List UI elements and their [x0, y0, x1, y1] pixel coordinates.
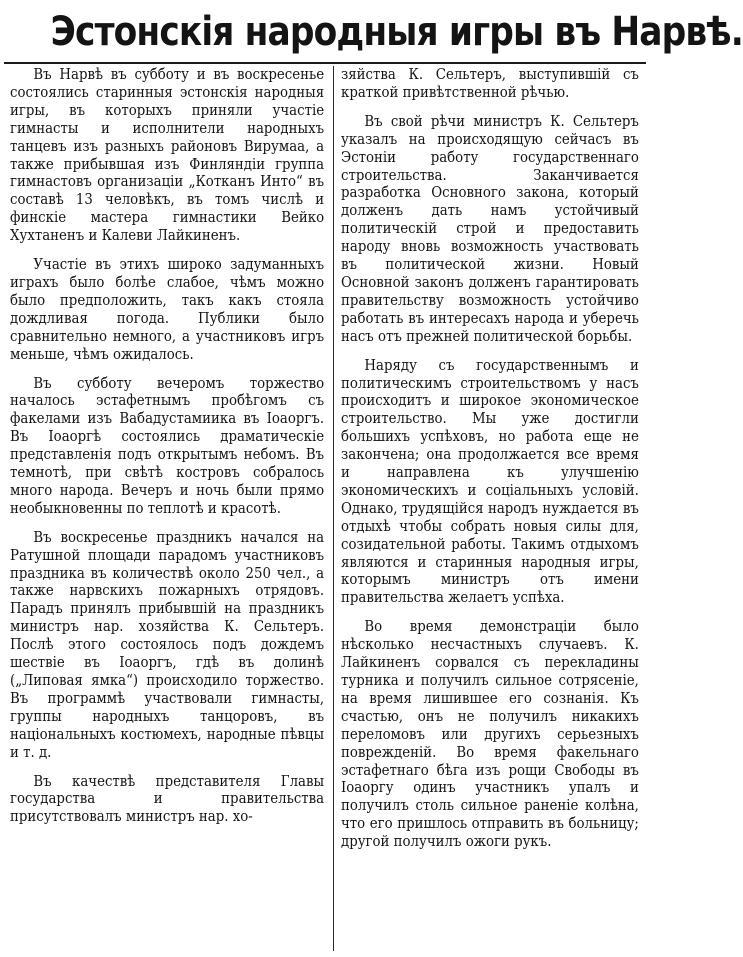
- headline-rule: [4, 62, 646, 64]
- paragraph: Въ субботу вечеромъ торжество началось эстафетнымъ пробѣгомъ съ факелами изъ Вабадустамиика въ Іоаоргъ. Въ Іоаоргѣ состоялись драматическіе представленія подъ открытымъ небомъ. Въ темнотѣ, при свѣтѣ костровъ собралось много народа. Вечеръ и ночь были прямо необыкновенны по теплотѣ и красотѣ.: [10, 374, 325, 517]
- paragraph-continued: зяйства К. Сельтеръ, выступившій съ краткой привѣтственной рѣчью.: [341, 66, 639, 101]
- paragraph: Наряду съ государственнымъ и политическимъ строительствомъ у насъ происходитъ и широкое экономическое строительство. Мы уже достигли большихъ успѣховъ, но работа еще не закончена; она продолжается все время и направлена къ улучшенію экономическихъ и соціальныхъ условій. Однако, трудящійся народъ нуждается въ отдыхѣ чтобы собрать новыя силы для, созидательной работы. Такимъ отдыхомъ являются и старинныя народныя игры, которымъ министръ отъ имени правительства желаетъ успѣха.: [341, 356, 639, 607]
- left-column: [10, 66, 324, 826]
- article-headline: Эстонскія народныя игры въ Нарвѣ.: [50, 9, 743, 55]
- paragraph: Въ воскресенье праздникъ начался на Ратушной площади парадомъ участниковъ праздника въ количествѣ около 250 чел., а также нарвскихъ пожарныхъ отрядовъ. Парадъ принялъ прибывшій на праздникъ министръ нар. хозяйства К. Сельтеръ. Послѣ этого состоялось подъ дождемъ шествіе въ Іоаоргъ, гдѣ въ долинѣ („Липовая ямка“) происходило торжество. Въ программѣ участвовали гимнасты, группы народныхъ танцоровъ, въ національныхъ костюмехъ, народные пѣвцы и т. д.: [10, 528, 325, 761]
- paragraph: Въ качествѣ представителя Главы государства и правительства присутствовалъ министръ нар. хо-: [10, 772, 325, 826]
- paragraph: Въ свой рѣчи министръ К. Сельтеръ указалъ на происходящую сейчасъ въ Эстоніи работу государственнаго строительства. Заканчивается разработка Основного закона, который долженъ дать намъ устойчивый политическій строй и предоставить народу вновь возможность участвовать въ политической жизни. Новый Основной законъ долженъ гарантировать правительству возможность устойчиво работать въ интересахъ народа и уберечь насъ отъ прежней политической борьбы.: [341, 112, 639, 345]
- column-divider: [333, 66, 334, 951]
- paragraph: Во время демонстраціи было нѣсколько несчастныхъ случаевъ. К. Лайкиненъ сорвался съ перекладины турника и получилъ сильное сотрясеніе, на время лишившее его сознанія. Къ счастью, онъ не получилъ никакихъ переломовъ или другихъ серьезныхъ поврежденій. Во время факельнаго эстафетнаго бѣга изъ рощи Свободы въ Іоаоргу одинъ участникъ упалъ и получилъ столь сильное раненіе колѣна, что его пришлось отправить въ больницу; другой получилъ ожоги рукъ.: [341, 618, 639, 851]
- paragraph: Участіе въ этихъ широко задуманныхъ играхъ было болѣе слабое, чѣмъ можно было предположить, такъ какъ стояла дождливая погода. Публики было сравнительно немного, а участниковъ игръ меньше, чѣмъ ожидалось.: [10, 256, 325, 363]
- right-column: [341, 66, 639, 851]
- paragraph: Въ Нарвѣ въ субботу и въ воскресенье состоялись старинныя эстонскія народныя игры, въ которыхъ приняли участіе гимнасты и исполнители народныхъ танцевъ изъ разныхъ районовъ Вирумаа, а также прибывшая изъ Финляндіи группа гимнастовъ организаціи „Котканъ Инто“ въ составѣ 13 человѣкъ, въ томъ числѣ и финскіе мастера гимнастики Вейко Хухтаненъ и Калеви Лайкиненъ.: [10, 66, 325, 245]
